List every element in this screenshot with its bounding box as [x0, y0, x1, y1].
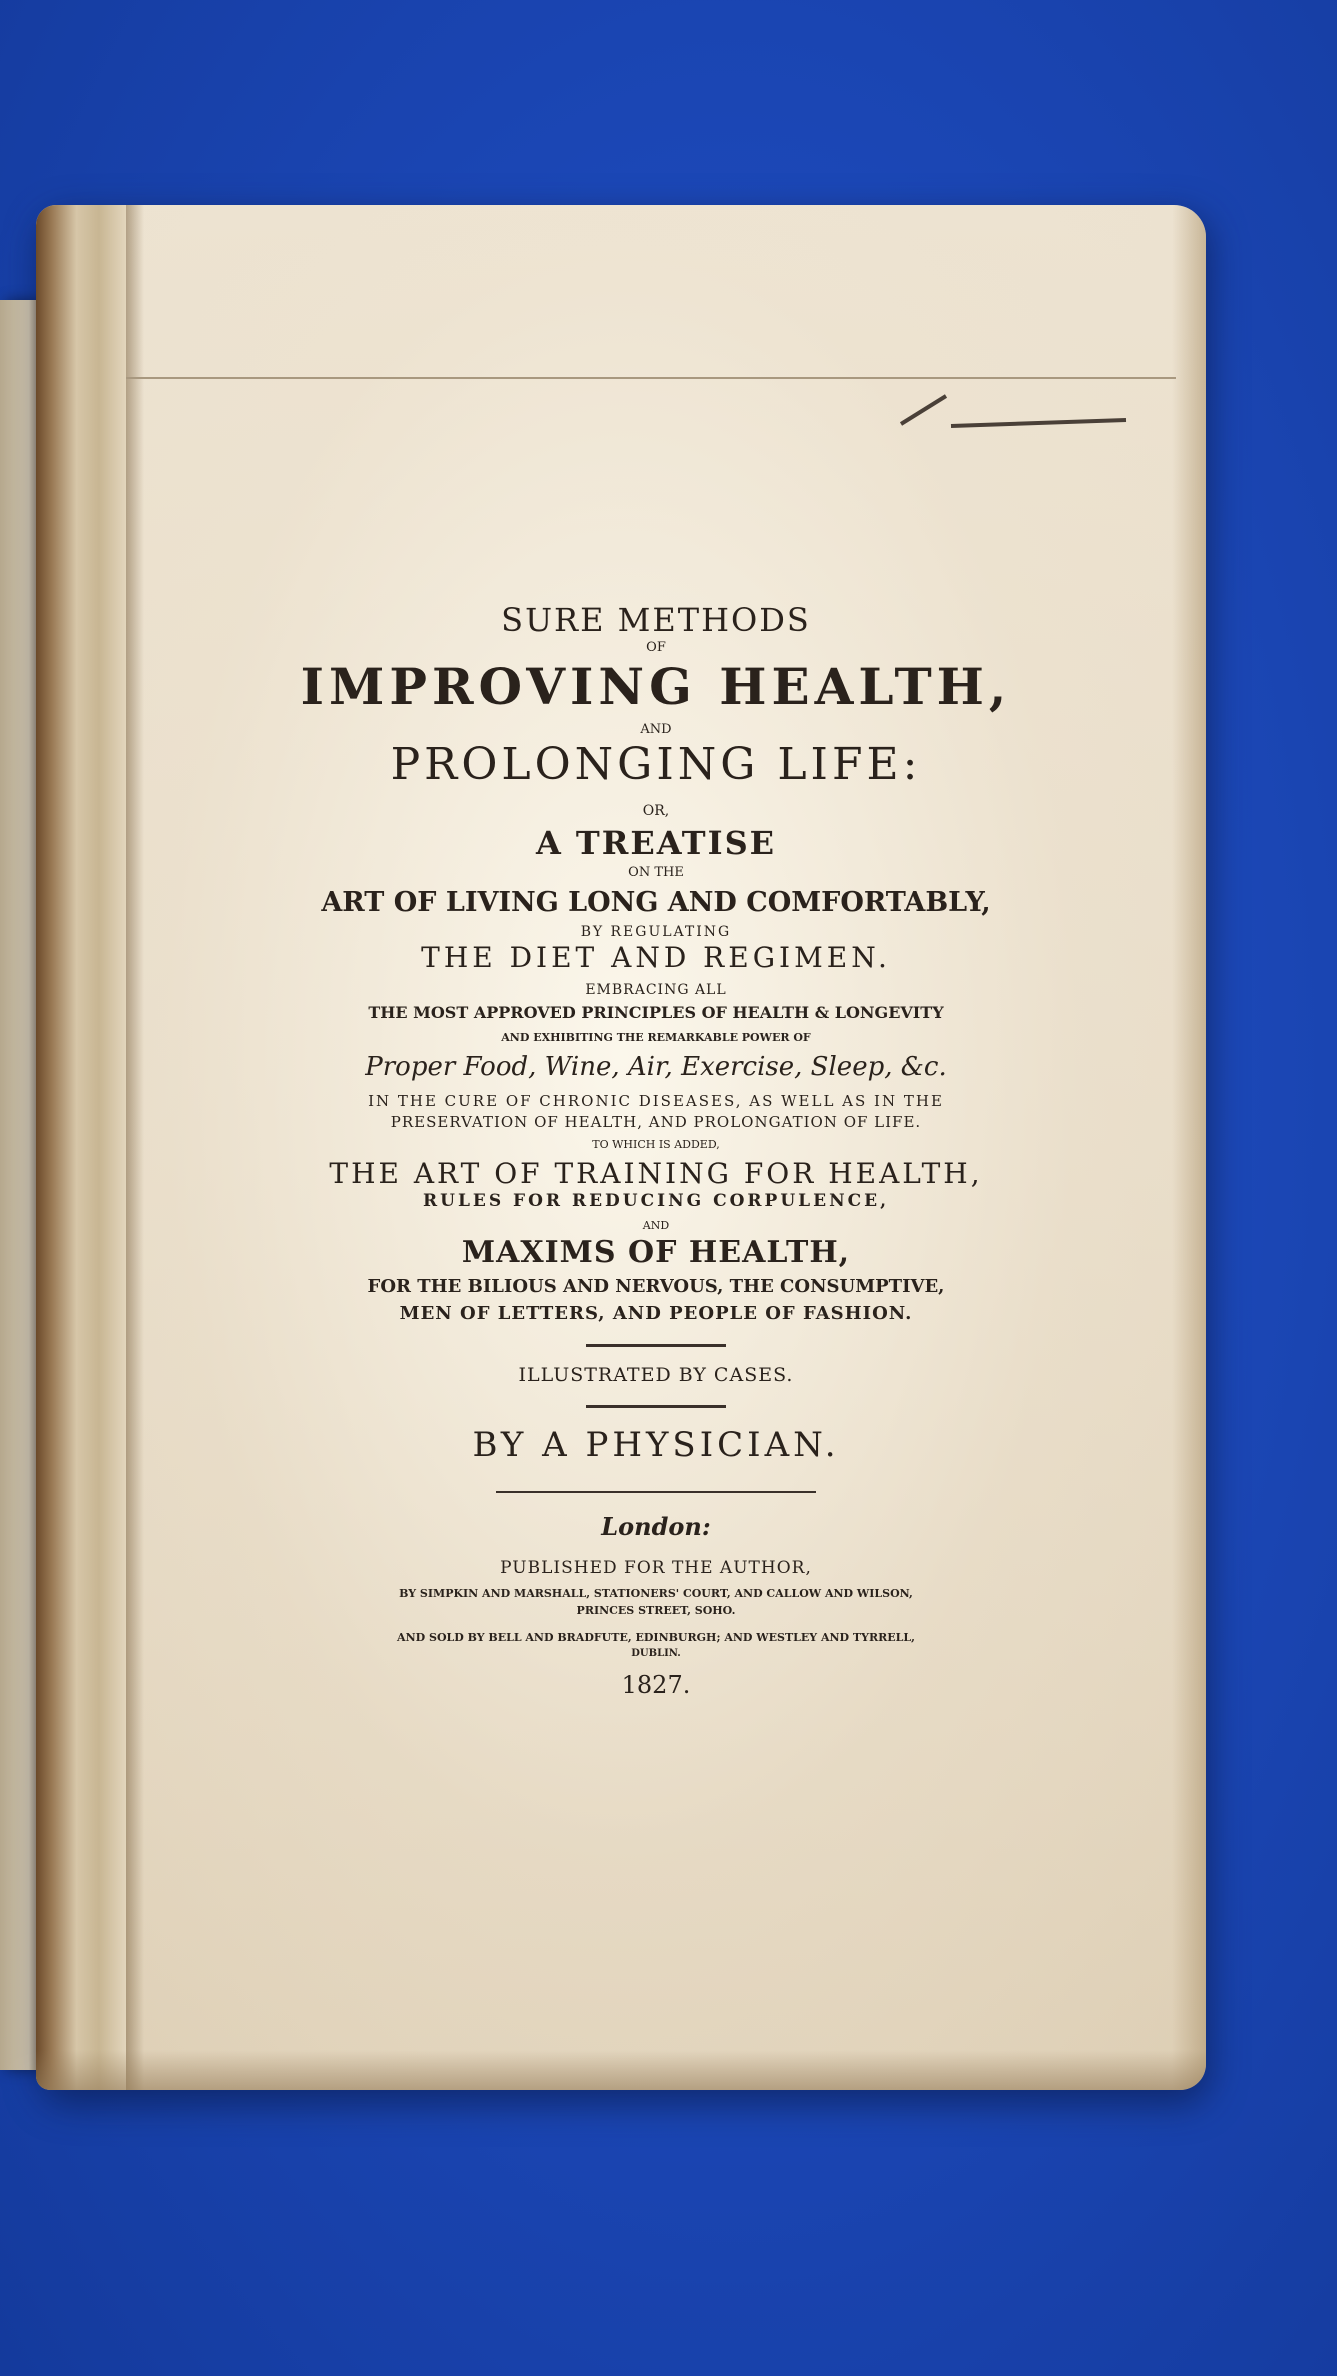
title-of: OF [646, 639, 666, 655]
title-diet-and-regimen: THE DIET AND REGIMEN. [421, 940, 891, 974]
title-published-for-author: PUBLISHED FOR THE AUTHOR, [500, 1557, 812, 1578]
title-to-which: TO WHICH IS ADDED, [592, 1138, 720, 1152]
title-a-treatise: A TREATISE [535, 823, 777, 862]
title-preservation: PRESERVATION OF HEALTH, AND PROLONGATION OF LIFE. [390, 1113, 922, 1132]
title-reducing-corpulence: RULES FOR REDUCING CORPULENCE, [422, 1191, 890, 1212]
page-bottom-edge [36, 2050, 1206, 2090]
title-sure-methods: SURE METHODS [501, 601, 811, 639]
page-right-edge [1172, 205, 1206, 2090]
title-and-2: AND [642, 1218, 670, 1232]
title-by-a-physician: BY A PHYSICIAN. [472, 1425, 840, 1466]
title-bell-bradfute: AND SOLD BY BELL AND BRADFUTE, EDINBURGH; AND WESTLEY AND TYRRELL, [397, 1630, 915, 1644]
title-princes-street: PRINCES STREET, SOHO. [576, 1604, 736, 1618]
divider-rule-2 [586, 1405, 726, 1408]
title-exhibiting: AND EXHIBITING THE REMARKABLE POWER OF [501, 1031, 811, 1045]
title-and: AND [640, 722, 672, 738]
title-principles: THE MOST APPROVED PRINCIPLES OF HEALTH & LONGEVITY [368, 1003, 944, 1023]
title-year: 1827. [621, 1670, 691, 1699]
title-art-of-living: ART OF LIVING LONG AND COMFORTABLY, [321, 886, 991, 918]
title-page [226, 387, 1086, 1699]
title-bilious-nervous: FOR THE BILIOUS AND NERVOUS, THE CONSUMPTIVE, [367, 1275, 945, 1297]
title-or: OR, [642, 802, 670, 819]
title-embracing-all: EMBRACING ALL [585, 981, 727, 998]
divider-rule-1 [586, 1344, 726, 1347]
title-maxims-of-health: MAXIMS OF HEALTH, [461, 1235, 851, 1271]
title-cure-chronic: IN THE CURE OF CHRONIC DISEASES, AS WELL AS IN THE [368, 1091, 944, 1110]
title-men-of-letters: MEN OF LETTERS, AND PEOPLE OF FASHION. [399, 1302, 913, 1324]
title-proper-food: Proper Food, Wine, Air, Exercise, Sleep, &c. [365, 1052, 947, 1083]
title-illustrated-by-cases: ILLUSTRATED BY CASES. [518, 1364, 794, 1387]
title-on-the: ON THE [628, 864, 684, 880]
spine-edge [126, 205, 144, 2090]
title-improving-health: IMPROVING HEALTH, [300, 656, 1012, 716]
divider-rule-3 [496, 1491, 816, 1493]
title-london: London: [601, 1512, 711, 1542]
top-rule [126, 377, 1176, 379]
title-prolonging-life: PROLONGING LIFE: [390, 739, 922, 791]
book-cover [36, 205, 1206, 2090]
title-simpkin-marshall: BY SIMPKIN AND MARSHALL, STATIONERS' COURT, AND CALLOW AND WILSON, [399, 1587, 913, 1601]
title-by-regulating: BY REGULATING [580, 923, 732, 940]
title-dublin: DUBLIN. [631, 1648, 681, 1660]
title-art-of-training: THE ART OF TRAINING FOR HEALTH, [329, 1157, 983, 1191]
book-spine [36, 205, 126, 2090]
